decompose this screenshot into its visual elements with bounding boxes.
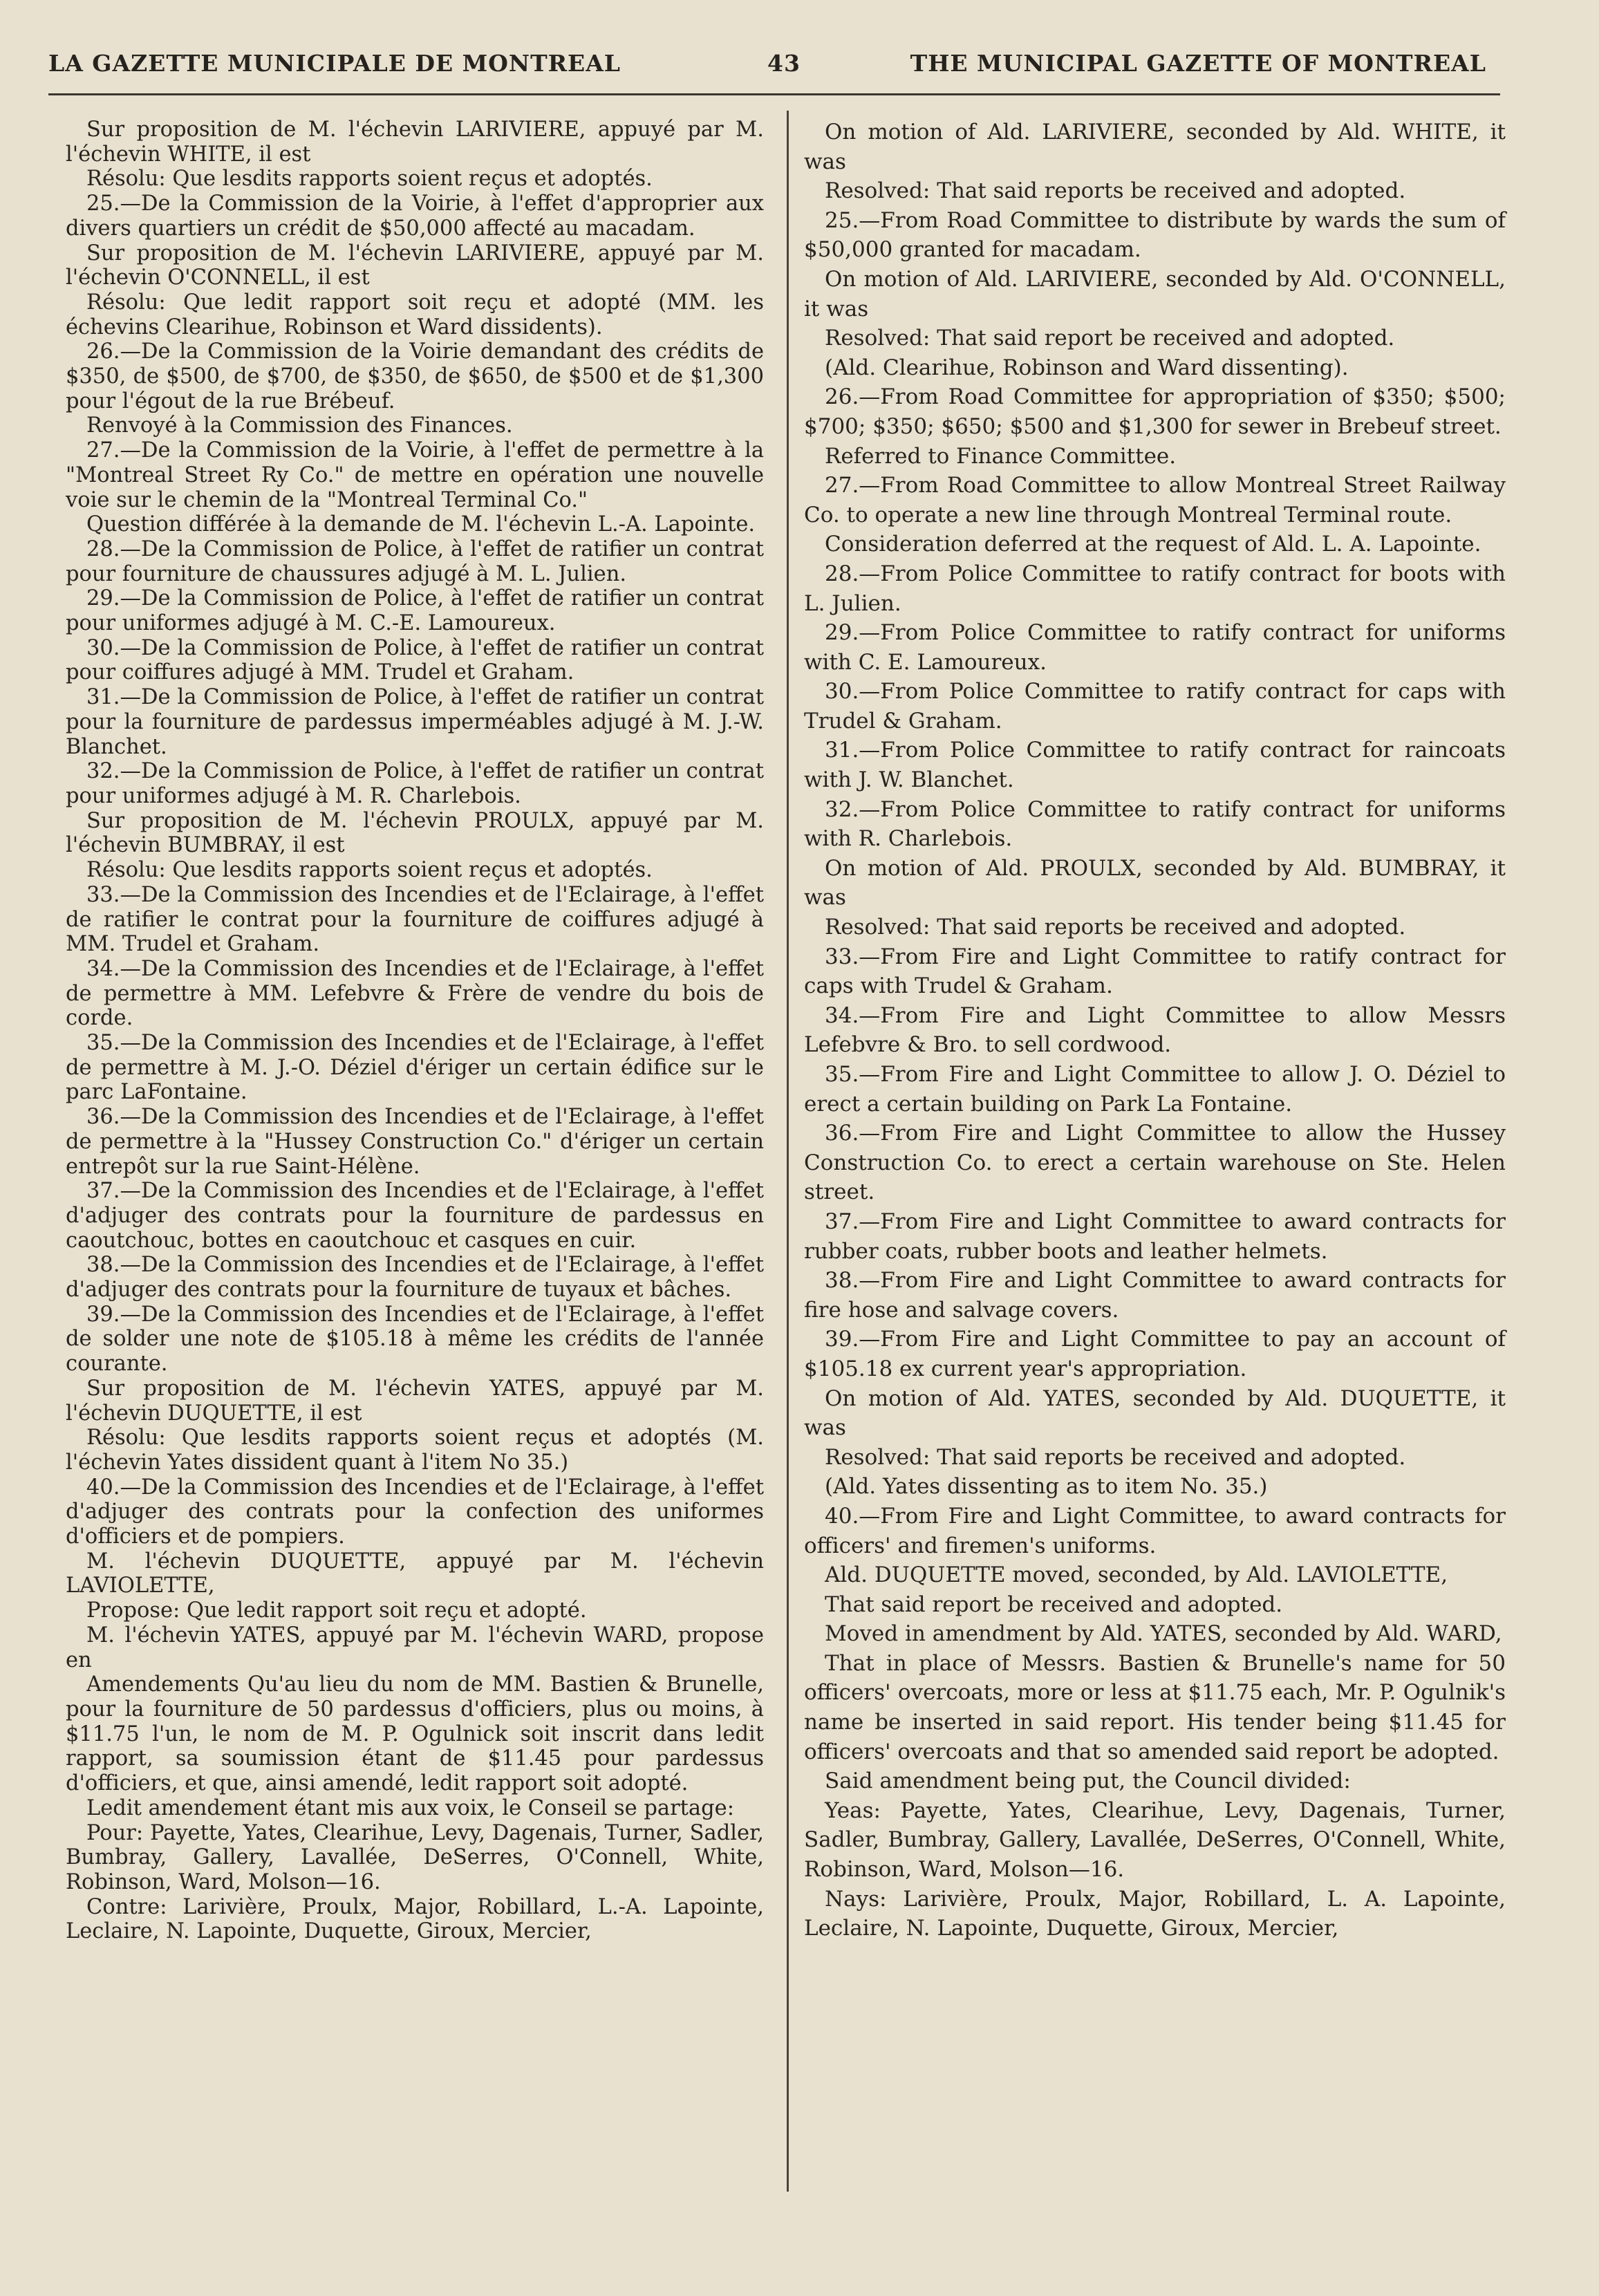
french-paragraph: 36.—De la Commission des Incendies et de l'Eclairage, à l'effet de permettre à la "Hussey Construction Co." d'ériger un certain entrepôt sur la rue Saint-Hélène.	[66, 1105, 764, 1179]
french-paragraph: Résolu: Que lesdits rapports soient reçus et adoptés.	[86, 167, 653, 192]
english-paragraph: That in place of Messrs. Bastien & Brunelle's name for 50 officers' overcoats, more or less at $11.75 each, Mr. P. Ogulnik's name be inserted in said report. His tender being $11.45 for officers' overcoats and that so amended said report be adopted.	[804, 1650, 1506, 1764]
french-column	[66, 118, 764, 1944]
french-paragraph: 35.—De la Commission des Incendies et de l'Eclairage, à l'effet de permettre à M. J.-O. Déziel d'ériger un certain édifice sur le parc LaFontaine.	[66, 1031, 764, 1105]
french-paragraph: Question différée à la demande de M. l'échevin L.-A. Lapointe.	[86, 512, 756, 537]
english-column	[804, 118, 1506, 1943]
french-paragraph: 28.—De la Commission de Police, à l'effet de ratifier un contrat pour fourniture de chaussures adjugé à M. L. Julien.	[66, 536, 764, 586]
french-paragraph: 31.—De la Commission de Police, à l'effet de ratifier un contrat pour la fourniture de pardessus imperméables adjugé à M. J.-W. Blanchet.	[66, 685, 764, 759]
french-paragraph: Résolu: Que ledit rapport soit reçu et adopté (MM. les échevins Clearihue, Robinson et Ward dissidents).	[66, 290, 764, 339]
header-english-title: THE MUNICIPAL GAZETTE OF MONTREAL	[910, 50, 1486, 77]
french-paragraph: 37.—De la Commission des Incendies et de l'Eclairage, à l'effet d'adjuger des contrats pour la fourniture de pardessus en caoutchouc, bottes en caoutchouc et casques en cuir.	[66, 1179, 764, 1253]
english-paragraph: 40.—From Fire and Light Committee, to award contracts for officers' and firemen's uniforms.	[804, 1503, 1506, 1558]
french-paragraph: Ledit amendement étant mis aux voix, le Conseil se partage:	[86, 1795, 734, 1820]
english-paragraph: On motion of Ald. LARIVIERE, seconded by Ald. WHITE, it was	[804, 120, 1506, 174]
french-paragraph: 34.—De la Commission des Incendies et de l'Eclairage, à l'effet de permettre à MM. Lefebvre & Frère de vendre du bois de corde.	[66, 956, 764, 1031]
french-paragraph: 27.—De la Commission de la Voirie, à l'effet de permettre à la "Montreal Street Ry Co." de mettre en opération une nouvelle voie sur le chemin de la "Montreal Terminal Co."	[66, 438, 764, 512]
english-paragraph: That said report be received and adopted.	[825, 1592, 1283, 1617]
english-paragraph: Moved in amendment by Ald. YATES, seconded by Ald. WARD,	[825, 1621, 1502, 1647]
english-paragraph: 34.—From Fire and Light Committee to allow Messrs Lefebvre & Bro. to sell cordwood.	[804, 1002, 1506, 1058]
english-paragraph: Yeas: Payette, Yates, Clearihue, Levy, Dagenais, Turner, Sadler, Bumbray, Gallery, Lavallée, DeSerres, O'Connell, White, Robinson, Ward, Molson—16.	[804, 1798, 1506, 1883]
french-paragraph: 38.—De la Commission des Incendies et de l'Eclairage, à l'effet d'adjuger des contrats pour la fourniture de tuyaux et bâches.	[66, 1253, 764, 1303]
english-paragraph: 29.—From Police Committee to ratify contract for uniforms with C. E. Lamoureux.	[804, 620, 1506, 675]
english-paragraph: Ald. DUQUETTE moved, seconded, by Ald. LAVIOLETTE,	[825, 1562, 1448, 1588]
french-paragraph: M. l'échevin YATES, appuyé par M. l'échevin WARD, propose en	[66, 1623, 764, 1672]
french-paragraph: 39.—De la Commission des Incendies et de l'Eclairage, à l'effet de solder une note de $105.18 à même les crédits de l'année courante.	[66, 1302, 764, 1376]
page-header	[48, 50, 1486, 91]
english-paragraph: On motion of Ald. LARIVIERE, seconded by Ald. O'CONNELL, it was	[804, 266, 1506, 321]
french-paragraph: 33.—De la Commission des Incendies et de l'Eclairage, à l'effet de ratifier le contrat pour la fourniture de coiffures adjugé à MM. Trudel et Graham.	[66, 882, 764, 957]
english-paragraph: 35.—From Fire and Light Committee to allow J. O. Déziel to erect a certain building on Park La Fontaine.	[804, 1062, 1506, 1117]
english-paragraph: Nays: Larivière, Proulx, Major, Robillard, L. A. Lapointe, Leclaire, N. Lapointe, Duquette, Giroux, Mercier,	[804, 1886, 1506, 1941]
english-paragraph: 30.—From Police Committee to ratify contract for caps with Trudel & Graham.	[804, 679, 1506, 734]
english-paragraph: 39.—From Fire and Light Committee to pay an account of $105.18 ex current year's appropriation.	[804, 1327, 1506, 1381]
french-paragraph: 29.—De la Commission de Police, à l'effet de ratifier un contrat pour uniformes adjugé à M. C.-E. Lamoureux.	[66, 586, 764, 636]
english-paragraph: 27.—From Road Committee to allow Montreal Street Railway Co. to operate a new line through Montreal Terminal route.	[804, 473, 1506, 528]
english-paragraph: 38.—From Fire and Light Committee to award contracts for fire hose and salvage covers.	[804, 1268, 1506, 1323]
english-paragraph: Referred to Finance Committee.	[825, 443, 1177, 469]
english-paragraph: 26.—From Road Committee for appropriation of $350; $500; $700; $350; $650; $500 and $1,300 for sewer in Brebeuf street.	[804, 384, 1506, 439]
english-paragraph: Resolved: That said report be received and adopted.	[825, 326, 1395, 351]
english-paragraph: Resolved: That said reports be received and adopted.	[825, 915, 1406, 940]
page-number: 43	[767, 50, 801, 77]
french-paragraph: 32.—De la Commission de Police, à l'effet de ratifier un contrat pour uniformes adjugé à M. R. Charlebois.	[66, 759, 764, 808]
french-paragraph: Sur proposition de M. l'échevin LARIVIERE, appuyé par M. l'échevin WHITE, il est	[66, 118, 764, 167]
column-divider	[787, 111, 789, 2192]
english-paragraph: On motion of Ald. YATES, seconded by Ald. DUQUETTE, it was	[804, 1385, 1506, 1441]
english-paragraph: 33.—From Fire and Light Committee to ratify contract for caps with Trudel & Graham.	[804, 944, 1506, 999]
french-paragraph: Pour: Payette, Yates, Clearihue, Levy, Dagenais, Turner, Sadler, Bumbray, Gallery, Lavallée, DeSerres, O'Connell, White, Robinson, Ward, Molson—16.	[66, 1820, 764, 1894]
header-rule	[48, 93, 1500, 95]
english-paragraph: 28.—From Police Committee to ratify contract for boots with L. Julien.	[804, 561, 1506, 616]
english-paragraph: Consideration deferred at the request of Ald. L. A. Lapointe.	[825, 532, 1481, 557]
french-paragraph: Amendements Qu'au lieu du nom de MM. Bastien & Brunelle, pour la fourniture de 50 pardessus d'officiers, plus ou moins, à $11.75 l'un, le nom de M. P. Ogulnick soit inscrit dans ledit rapport, sa soumission étant de $11.45 pour pardessus d'officiers, et que, ainsi amendé, ledit rapport soit adopté.	[66, 1672, 764, 1796]
english-paragraph: (Ald. Yates dissenting as to item No. 35.)	[825, 1474, 1268, 1500]
header-french-title: LA GAZETTE MUNICIPALE DE MONTREAL	[48, 50, 621, 77]
french-paragraph: 26.—De la Commission de la Voirie demandant des crédits de $350, de $500, de $700, de $350, de $650, de $500 et de $1,300 pour l'égout de la rue Brébeuf.	[66, 339, 764, 413]
english-paragraph: 37.—From Fire and Light Committee to award contracts for rubber coats, rubber boots and leather helmets.	[804, 1208, 1506, 1264]
french-paragraph: M. l'échevin DUQUETTE, appuyé par M. l'échevin LAVIOLETTE,	[66, 1549, 764, 1598]
french-paragraph: 30.—De la Commission de Police, à l'effet de ratifier un contrat pour coiffures adjugé à MM. Trudel et Graham.	[66, 635, 764, 685]
english-paragraph: 32.—From Police Committee to ratify contract for uniforms with R. Charlebois.	[804, 796, 1506, 852]
french-paragraph: Sur proposition de M. l'échevin LARIVIERE, appuyé par M. l'échevin O'CONNELL, il est	[66, 241, 764, 290]
english-paragraph: 25.—From Road Committee to distribute by wards the sum of $50,000 granted for macadam.	[804, 207, 1506, 263]
french-paragraph: 40.—De la Commission des Incendies et de l'Eclairage, à l'effet d'adjuger des contrats pour la confection des uniformes d'officiers et de pompiers.	[66, 1475, 764, 1549]
english-paragraph: 36.—From Fire and Light Committee to allow the Hussey Construction Co. to erect a certain warehouse on Ste. Helen street.	[804, 1121, 1506, 1205]
english-paragraph: 31.—From Police Committee to ratify contract for raincoats with J. W. Blanchet.	[804, 738, 1506, 793]
english-paragraph: Said amendment being put, the Council divided:	[825, 1768, 1351, 1794]
french-paragraph: 25.—De la Commission de la Voirie, à l'effet d'approprier aux divers quartiers un crédit de $50,000 affecté au macadam.	[66, 192, 764, 241]
english-paragraph: On motion of Ald. PROULX, seconded by Ald. BUMBRAY, it was	[804, 855, 1506, 911]
french-paragraph: Sur proposition de M. l'échevin PROULX, appuyé par M. l'échevin BUMBRAY, il est	[66, 808, 764, 858]
english-paragraph: (Ald. Clearihue, Robinson and Ward dissenting).	[825, 355, 1349, 380]
french-paragraph: Contre: Larivière, Proulx, Major, Robillard, L.-A. Lapointe, Leclaire, N. Lapointe, Duquette, Giroux, Mercier,	[66, 1894, 764, 1944]
english-paragraph: Resolved: That said reports be received and adopted.	[825, 178, 1406, 204]
french-paragraph: Résolu: Que lesdits rapports soient reçus et adoptés (M. l'échevin Yates dissident quant à l'item No 35.)	[66, 1426, 764, 1475]
french-paragraph: Propose: Que ledit rapport soit reçu et adopté.	[86, 1598, 587, 1623]
french-paragraph: Renvoyé à la Commission des Finances.	[86, 413, 513, 438]
english-paragraph: Resolved: That said reports be received and adopted.	[825, 1444, 1406, 1470]
french-paragraph: Résolu: Que lesdits rapports soient reçus et adoptés.	[86, 858, 653, 883]
french-paragraph: Sur proposition de M. l'échevin YATES, appuyé par M. l'échevin DUQUETTE, il est	[66, 1376, 764, 1426]
